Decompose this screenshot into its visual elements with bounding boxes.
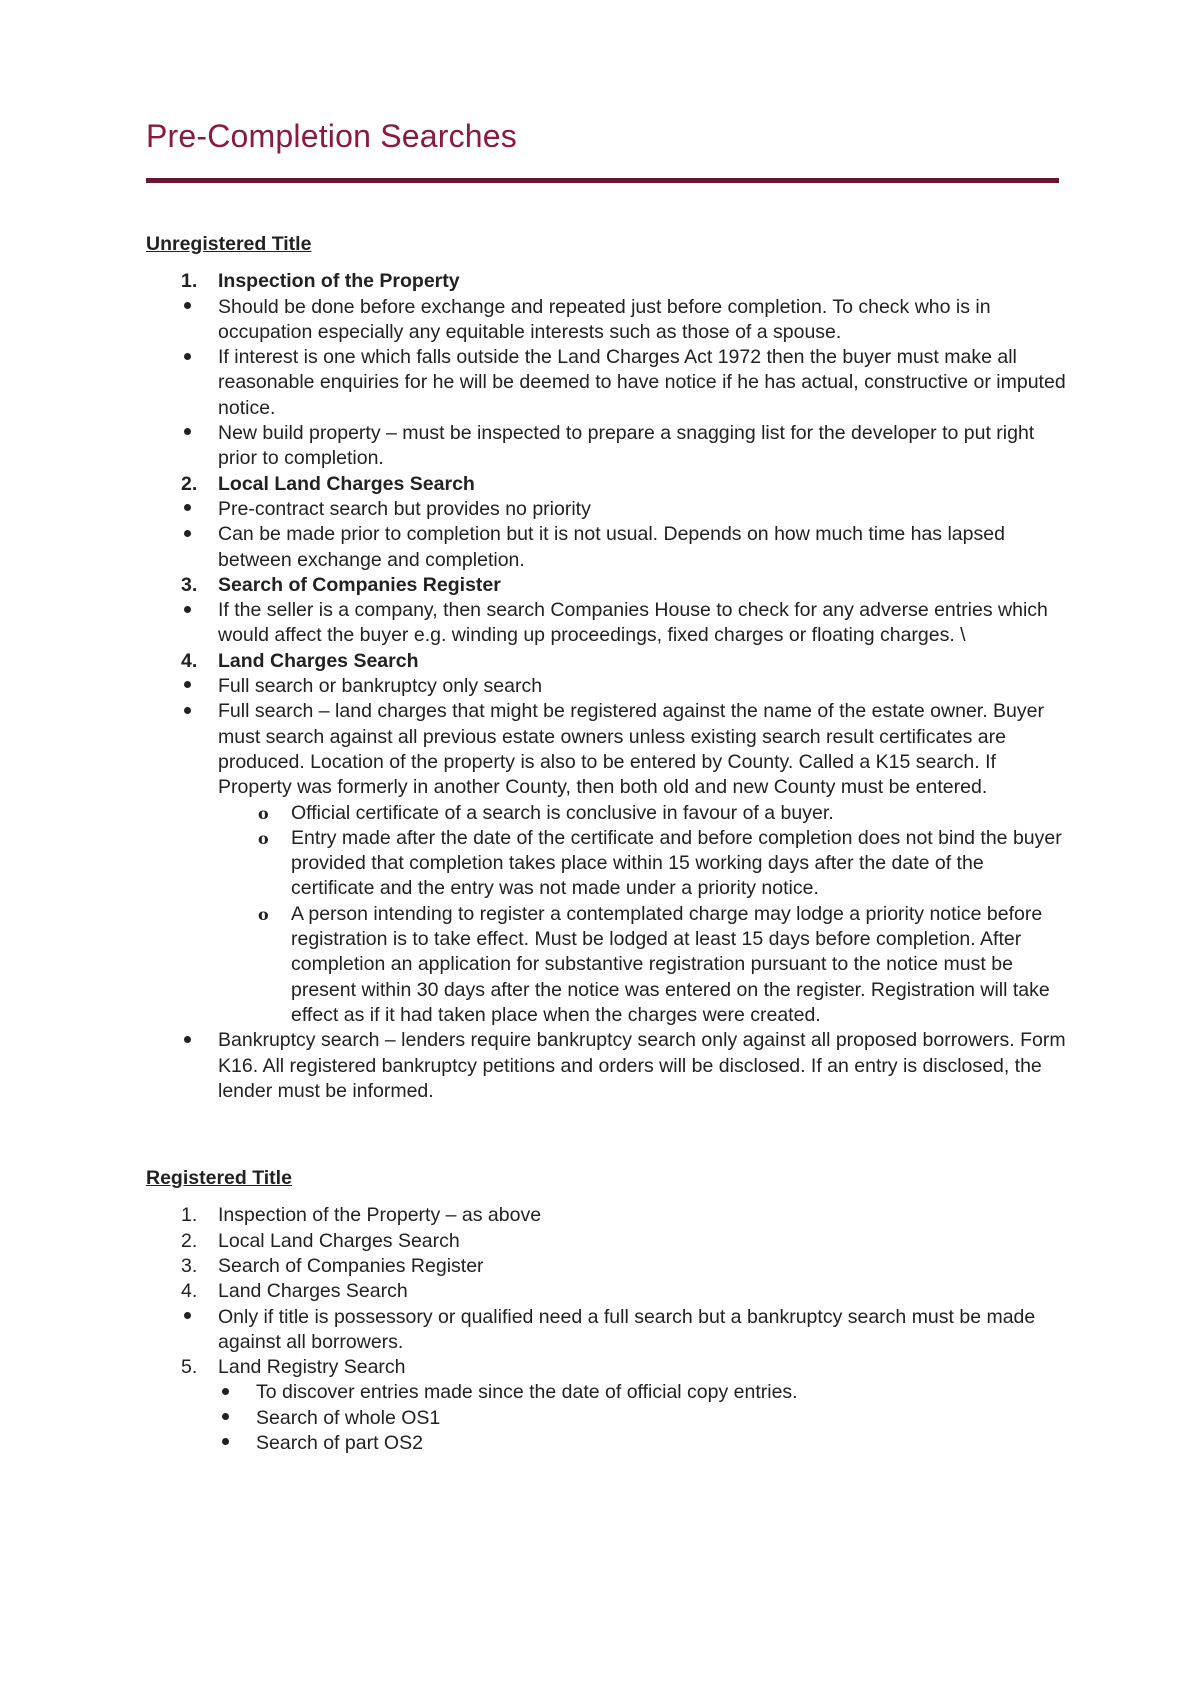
item-number: 1. bbox=[181, 1204, 198, 1227]
bullet-text: Only if title is possessory or qualified need a full search but a bankruptcy search must be made against all borrowers. bbox=[218, 1305, 1036, 1353]
item-text: Inspection of the Property – as above bbox=[218, 1204, 542, 1227]
sub-bullet-text: Official certificate of a search is conclusive in favour of a buyer. bbox=[291, 801, 834, 824]
numbered-item bbox=[146, 472, 1066, 497]
item-heading: Land Charges Search bbox=[218, 649, 419, 672]
sub-bullet-marker: o bbox=[258, 904, 269, 924]
bullet-text: Full search – land charges that might be registered against the name of the estate owner. Buyer must search against all previous estate owners unless existing search result certificates are produced. Location of the property is also to be entered by County. Called a K15 search. If Property was formerly in another County, then both old and new County must be entered. bbox=[218, 700, 1044, 799]
item-number: 1. bbox=[181, 270, 198, 293]
sub-bullet-marker: o bbox=[258, 828, 269, 848]
bullet-text: If the seller is a company, then search Companies House to check for any adverse entries which would affect the buyer e.g. winding up proceedings, fixed charges or floating charges. \ bbox=[218, 599, 1048, 647]
title-divider bbox=[146, 178, 1059, 183]
bullet-icon bbox=[146, 295, 218, 320]
page-title: Pre-Completion Searches bbox=[146, 118, 517, 154]
bullet-item bbox=[146, 421, 1066, 472]
item-text: Search of Companies Register bbox=[218, 1254, 484, 1277]
bullet-item bbox=[146, 295, 1066, 346]
bullet-item bbox=[146, 598, 1066, 649]
item-number: 3. bbox=[181, 573, 198, 596]
bullet-item bbox=[146, 497, 1066, 522]
sub-bullet-text: Entry made after the date of the certificate and before completion does not bind the buyer provided that completion takes place within 15 working days after the date of the certificate and the entry was not made under a priority notice. bbox=[291, 826, 1062, 900]
section-heading-registered: Registered Title bbox=[146, 1167, 292, 1190]
bullet-icon bbox=[146, 421, 218, 446]
bullet-text: Should be done before exchange and repeated just before completion. To check who is in occupation especially any equitable interests such as those of a spouse. bbox=[218, 295, 991, 343]
bullet-icon bbox=[146, 1305, 218, 1330]
bullet-icon bbox=[146, 1431, 256, 1456]
item-number: 4. bbox=[181, 649, 198, 672]
bullet-item bbox=[146, 345, 1066, 421]
item-heading: Inspection of the Property bbox=[218, 270, 460, 293]
bullet-text: Pre-contract search but provides no priority bbox=[218, 497, 591, 520]
bullet-item bbox=[146, 522, 1066, 573]
numbered-item bbox=[146, 1229, 1066, 1254]
bullet-item bbox=[146, 674, 1066, 699]
bullet-text: If interest is one which falls outside the Land Charges Act 1972 then the buyer must make all reasonable enquiries for he will be deemed to have notice if he has actual, constructive or imputed notice. bbox=[218, 346, 1066, 419]
numbered-item bbox=[146, 573, 1066, 598]
sub-bullet-item bbox=[146, 1431, 1066, 1456]
item-number: 3. bbox=[181, 1254, 198, 1277]
bullet-text: New build property – must be inspected to prepare a snagging list for the developer to put right prior to completion. bbox=[218, 422, 1035, 470]
sub-bullet-item bbox=[146, 902, 1066, 1028]
item-text: Land Charges Search bbox=[218, 1280, 408, 1303]
sub-bullet-item bbox=[146, 1406, 1066, 1431]
bullet-icon bbox=[146, 497, 218, 522]
bullet-text: Bankruptcy search – lenders require bankruptcy search only against all proposed borrowers. Form K16. All registered bankruptcy petitions and orders will be disclosed. If an entry is disclosed, the lender must be informed. bbox=[218, 1029, 1066, 1102]
sub-bullet-text: To discover entries made since the date of official copy entries. bbox=[256, 1381, 798, 1404]
sub-bullet-item bbox=[146, 826, 1066, 902]
section-heading-unregistered: Unregistered Title bbox=[146, 233, 312, 255]
numbered-item bbox=[146, 269, 1066, 294]
numbered-item bbox=[146, 1254, 1066, 1279]
numbered-item bbox=[146, 1279, 1066, 1304]
bullet-text: Full search or bankruptcy only search bbox=[218, 675, 543, 698]
item-text: Local Land Charges Search bbox=[218, 1229, 460, 1252]
bullet-icon bbox=[146, 345, 218, 370]
bullet-icon bbox=[146, 522, 218, 547]
sub-bullet-marker: o bbox=[258, 803, 269, 823]
sub-bullet-item bbox=[146, 1380, 1066, 1405]
item-text: Land Registry Search bbox=[218, 1356, 406, 1379]
bullet-text: Can be made prior to completion but it is not usual. Depends on how much time has lapsed between exchange and completion. bbox=[218, 523, 1005, 571]
sub-bullet-text: Search of whole OS1 bbox=[256, 1406, 441, 1429]
sub-bullet-item bbox=[146, 801, 1066, 826]
bullet-item bbox=[146, 699, 1066, 800]
numbered-item bbox=[146, 1203, 1066, 1228]
bullet-icon bbox=[146, 674, 218, 699]
bullet-item bbox=[146, 1305, 1066, 1356]
item-number: 4. bbox=[181, 1280, 198, 1303]
item-heading: Local Land Charges Search bbox=[218, 472, 475, 495]
item-number: 5. bbox=[181, 1356, 198, 1379]
item-heading: Search of Companies Register bbox=[218, 573, 501, 596]
bullet-icon bbox=[146, 1028, 218, 1053]
bullet-icon bbox=[146, 1406, 256, 1431]
sub-bullet-text: Search of part OS2 bbox=[256, 1432, 423, 1455]
numbered-item bbox=[146, 649, 1066, 674]
item-number: 2. bbox=[181, 472, 198, 495]
bullet-icon bbox=[146, 699, 218, 724]
item-number: 2. bbox=[181, 1229, 198, 1252]
sub-bullet-text: A person intending to register a contemplated charge may lodge a priority notice before registration is to take effect. Must be lodged at least 15 days before completion. After completion an application for substantive registration pursuant to the notice must be present within 30 days after the notice was entered on the register. Registration will take effect as if it had taken place when the charges were created. bbox=[291, 902, 1050, 1026]
numbered-item bbox=[146, 1355, 1066, 1380]
bullet-icon bbox=[146, 598, 218, 623]
bullet-item bbox=[146, 1028, 1066, 1104]
document-body bbox=[146, 232, 1066, 1456]
bullet-icon bbox=[146, 1380, 256, 1405]
